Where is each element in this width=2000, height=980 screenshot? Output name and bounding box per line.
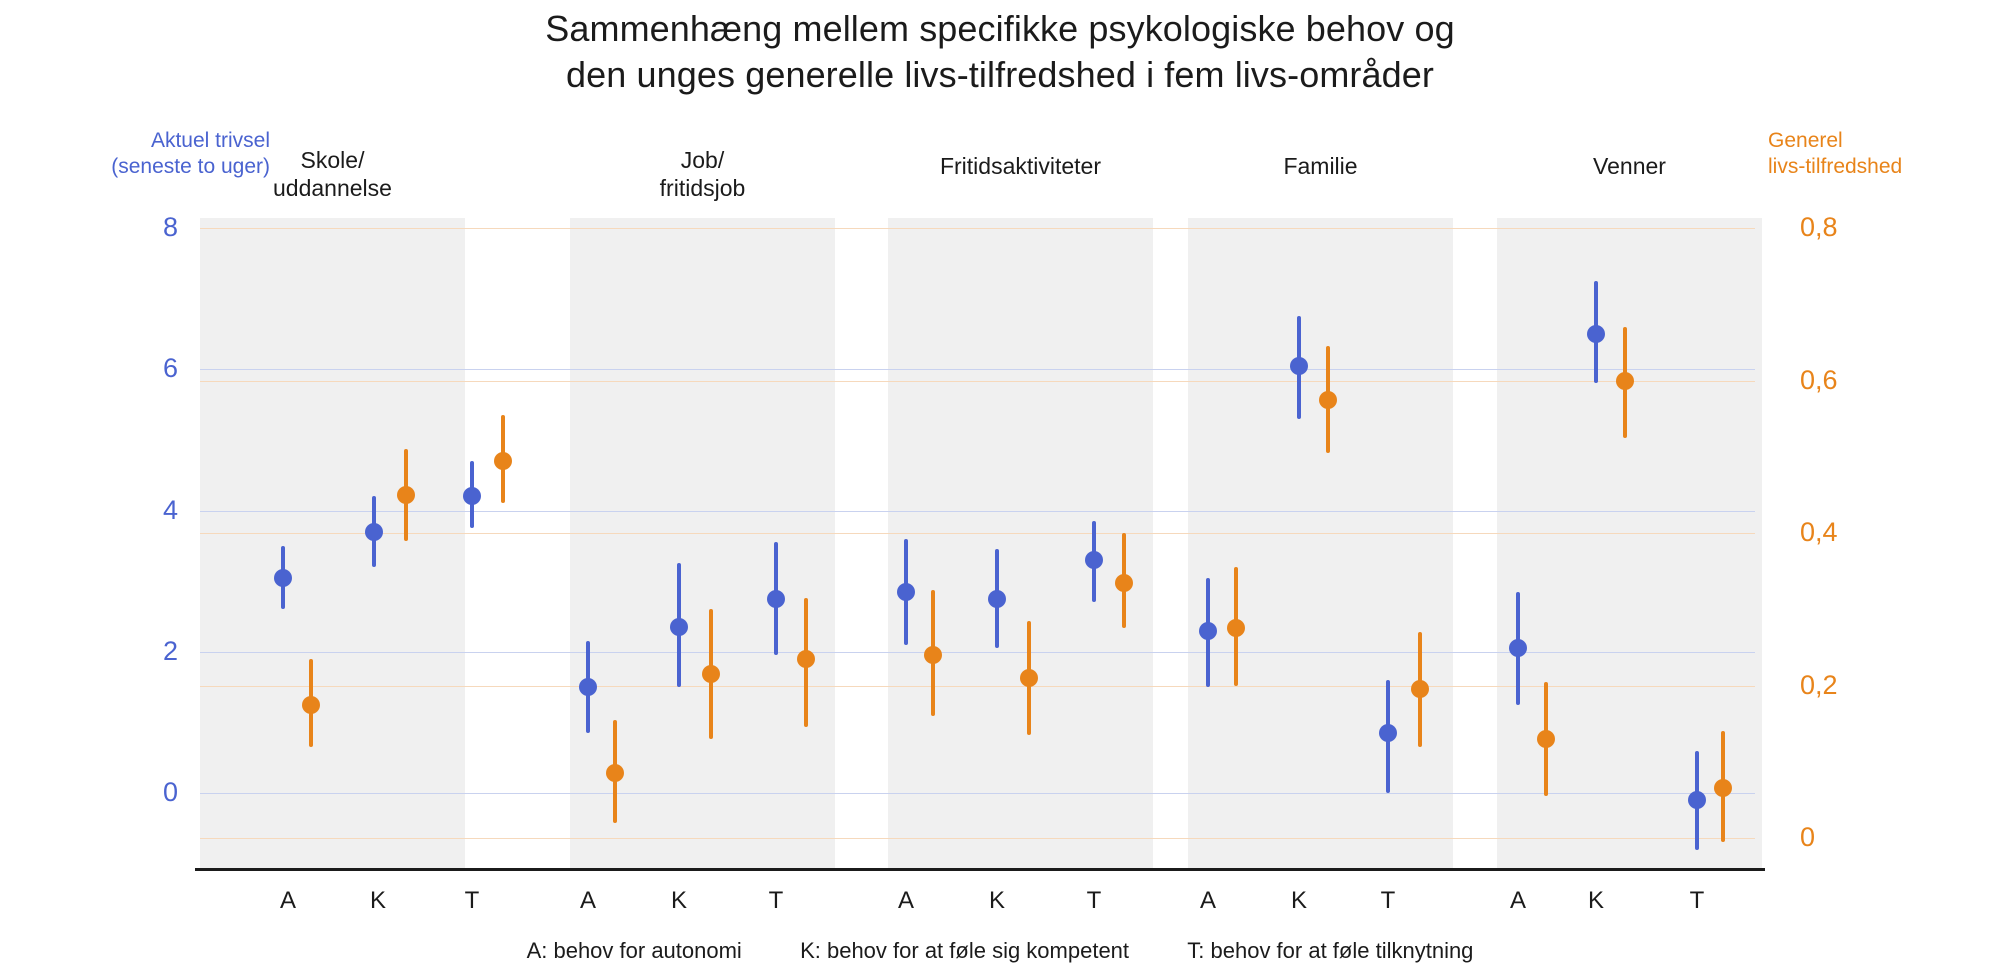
- group-band: [1188, 218, 1453, 868]
- group-label-line-1: Familie: [1283, 153, 1358, 179]
- group-label: [891, 152, 1151, 180]
- x-tick-label: A: [897, 887, 914, 914]
- group-label-line-1: Skole/: [300, 147, 365, 173]
- life-satisfaction-point[interactable]: [494, 452, 512, 470]
- life-satisfaction-point[interactable]: [1319, 391, 1337, 409]
- group-label-line-1: Job/: [680, 147, 725, 173]
- y-tick-right: 0,4: [1800, 517, 1838, 547]
- right-axis-caption-line-1: Generel: [1768, 129, 1843, 152]
- life-satisfaction-point[interactable]: [702, 665, 720, 683]
- gridline-left: [200, 793, 1755, 794]
- wellbeing-point[interactable]: [274, 569, 292, 587]
- group-label-line-2: fritidsjob: [659, 175, 746, 201]
- right-axis-caption: [1768, 128, 1998, 180]
- y-tick-right: 0: [1800, 822, 1816, 852]
- y-tick-left: 4: [162, 494, 178, 525]
- x-tick-label: T: [768, 887, 784, 914]
- wellbeing-point[interactable]: [579, 678, 597, 696]
- x-tick-label: K: [988, 887, 1005, 914]
- legend-item-a: A: behov for autonomi: [526, 938, 742, 963]
- gridline-left: [200, 369, 1755, 370]
- left-axis-caption-line-2: (seneste to uger): [111, 155, 270, 178]
- x-tick-label: T: [464, 887, 480, 914]
- gridline-left: [200, 511, 1755, 512]
- gridline-right: [200, 686, 1755, 687]
- wellbeing-point[interactable]: [1587, 325, 1605, 343]
- x-tick-label: K: [1290, 887, 1307, 914]
- wellbeing-point[interactable]: [988, 590, 1006, 608]
- y-tick-right: 0,2: [1800, 669, 1838, 700]
- wellbeing-point[interactable]: [897, 583, 915, 601]
- wellbeing-point[interactable]: [1688, 791, 1706, 809]
- right-axis-caption-line-2: livs-tilfredshed: [1768, 155, 1903, 178]
- life-satisfaction-point[interactable]: [1537, 730, 1555, 748]
- life-satisfaction-point[interactable]: [1020, 669, 1038, 687]
- life-satisfaction-point[interactable]: [1115, 574, 1133, 592]
- x-tick-label: A: [1199, 887, 1216, 914]
- left-axis-caption: [40, 128, 270, 180]
- group-label: [1500, 152, 1760, 180]
- wellbeing-point[interactable]: [463, 487, 481, 505]
- x-tick-label: T: [1689, 887, 1705, 914]
- life-satisfaction-point[interactable]: [924, 646, 942, 664]
- y-tick-right: 0,8: [1800, 212, 1838, 242]
- y-tick-right: 0,6: [1800, 364, 1838, 395]
- group-band: [200, 218, 465, 868]
- left-axis-caption-line-1: Aktuel trivsel: [150, 129, 270, 152]
- gridline-right: [200, 228, 1755, 229]
- x-axis-line: [195, 868, 1765, 871]
- life-satisfaction-point[interactable]: [1616, 372, 1634, 390]
- x-tick-label: T: [1086, 887, 1102, 914]
- x-tick-label: K: [670, 887, 687, 914]
- wellbeing-point[interactable]: [1290, 357, 1308, 375]
- life-satisfaction-point[interactable]: [302, 696, 320, 714]
- y-tick-left: 8: [162, 212, 178, 242]
- wellbeing-point[interactable]: [1199, 622, 1217, 640]
- life-satisfaction-point[interactable]: [397, 486, 415, 504]
- wellbeing-point[interactable]: [1379, 724, 1397, 742]
- x-tick-label: K: [1587, 887, 1604, 914]
- gridline-right: [200, 838, 1755, 839]
- gridline-right: [200, 533, 1755, 534]
- life-satisfaction-point[interactable]: [797, 650, 815, 668]
- x-tick-label: T: [1380, 887, 1396, 914]
- y-tick-left: 2: [162, 635, 178, 666]
- group-band: [888, 218, 1153, 868]
- legend: [0, 938, 2000, 964]
- wellbeing-point[interactable]: [1085, 551, 1103, 569]
- gridline-right: [200, 381, 1755, 382]
- wellbeing-point[interactable]: [365, 523, 383, 541]
- group-label-line-1: Venner: [1593, 153, 1666, 179]
- title-line-1: Sammenhæng mellem specifikke psykologiske behov og: [545, 8, 1455, 49]
- wellbeing-point[interactable]: [670, 618, 688, 636]
- group-label: [573, 146, 833, 202]
- y-tick-left: 0: [162, 777, 178, 807]
- x-tick-label: A: [579, 887, 596, 914]
- group-label-line-2: uddannelse: [273, 175, 392, 201]
- group-label: [1191, 152, 1451, 180]
- legend-item-t: T: behov for at føle tilknytning: [1187, 938, 1474, 963]
- x-tick-label: K: [369, 887, 386, 914]
- group-label-line-1: Fritidsaktiviteter: [939, 153, 1102, 179]
- wellbeing-point[interactable]: [767, 590, 785, 608]
- title-line-2: den unges generelle livs-tilfredshed i fem livs-områder: [566, 54, 1434, 95]
- legend-item-k: K: behov for at føle sig kompetent: [800, 938, 1130, 963]
- y-tick-left: 6: [162, 353, 178, 384]
- x-tick-label: A: [1509, 887, 1526, 914]
- x-tick-label: A: [279, 887, 296, 914]
